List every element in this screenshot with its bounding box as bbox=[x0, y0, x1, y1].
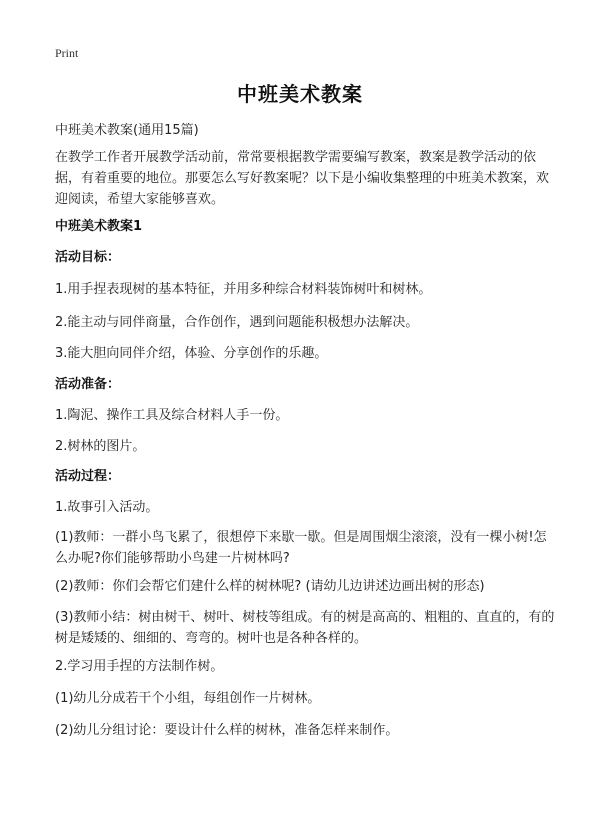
process-heading: 活动过程： bbox=[55, 469, 121, 484]
print-link[interactable]: Print bbox=[55, 46, 79, 60]
step-item-1-1: (1)教师：一群小鸟飞累了，很想停下来歇一歇。但是周围烟尘滚滚，没有一棵小树!怎么办呢?你们能够帮助小鸟建一片树林吗? bbox=[55, 530, 547, 566]
step-item-1-3: (3)教师小结：树由树干、树叶、树枝等组成。有的树是高高的、粗粗的、直直的，有的树是矮矮的、细细的、弯弯的。树叶也是各种各样的。 bbox=[55, 610, 555, 646]
goal-item-3: 3.能大胆向同伴介绍，体验、分享创作的乐趣。 bbox=[55, 346, 328, 361]
prep-heading: 活动准备： bbox=[55, 377, 121, 392]
goal-item-1: 1.用手捏表现树的基本特征，并用多种综合材料装饰树叶和树林。 bbox=[55, 282, 432, 297]
prep-item-2: 2.树林的图片。 bbox=[55, 439, 146, 454]
step-item-1-2: (2)教师：你们会帮它们建什么样的树林呢? (请幼儿边讲述边画出树的形态) bbox=[55, 579, 485, 594]
section-title: 中班美术教案1 bbox=[55, 219, 143, 234]
document-title: 中班美术教案 bbox=[237, 82, 363, 106]
prep-item-1: 1.陶泥、操作工具及综合材料人手一份。 bbox=[55, 408, 289, 423]
document-subtitle: 中班美术教案(通用15篇) bbox=[55, 123, 199, 138]
goals-heading: 活动目标： bbox=[55, 250, 121, 265]
step-item-2: 2.学习用手捏的方法制作树。 bbox=[55, 659, 224, 674]
goal-item-2: 2.能主动与同伴商量，合作创作，遇到问题能积极想办法解决。 bbox=[55, 315, 419, 330]
step-item-2-1: (1)幼儿分成若干个小组，每组创作一片树林。 bbox=[55, 691, 321, 706]
step-item-2-2: (2)幼儿分组讨论：要设计什么样的树林，准备怎样来制作。 bbox=[55, 723, 399, 738]
intro-paragraph: 在教学工作者开展教学活动前，常常要根据教学需要编写教案，教案是教学活动的依据，有着重要的地位。那要怎么写好教案呢？以下是小编收集整理的中班美术教案，欢迎阅读，希望大家能够喜欢。 bbox=[55, 150, 550, 207]
step-item-1: 1.故事引入活动。 bbox=[55, 500, 159, 515]
